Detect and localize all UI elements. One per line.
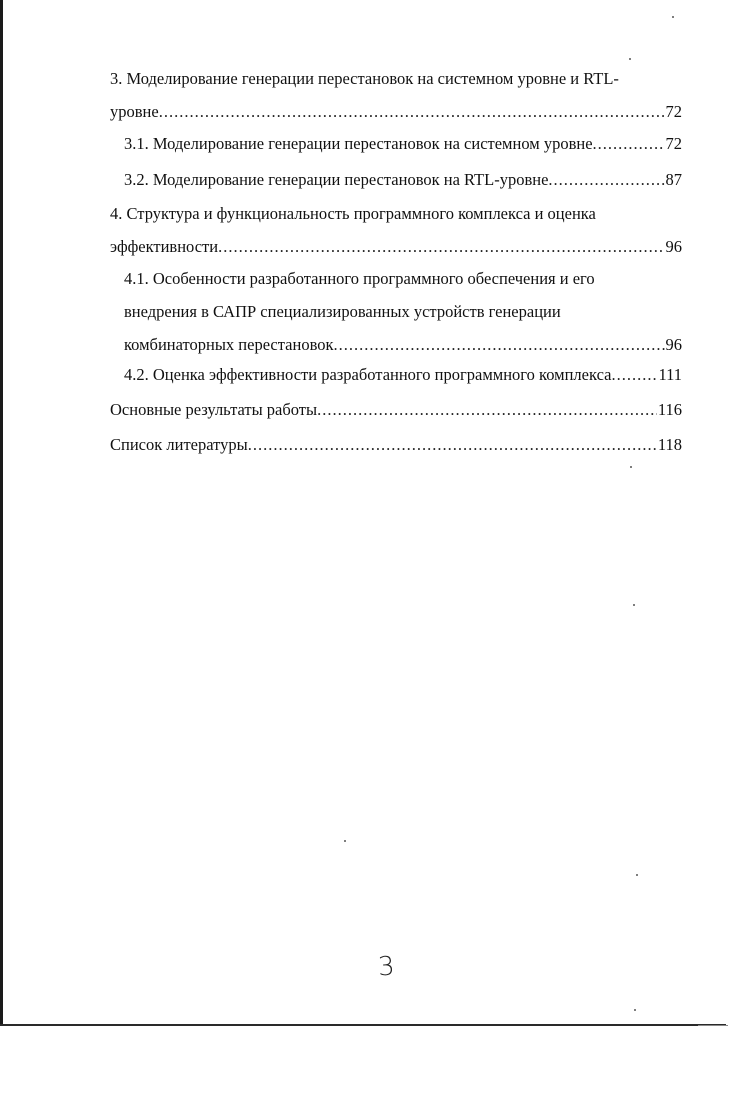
toc-page-number: 72 <box>665 102 682 121</box>
page-frame-bottom-edge <box>0 1024 726 1026</box>
toc-entry-title: 4. Структура и функциональность программного комплекса и оценка <box>110 204 596 223</box>
dot-leader <box>611 358 657 391</box>
toc-page-number: 72 <box>665 134 682 153</box>
toc-entry-title-continuation: уровне <box>110 102 159 121</box>
toc-entry-title: 4.1. Особенности разработанного программного обеспечения и его <box>124 269 595 288</box>
toc-page-number: 118 <box>657 435 682 454</box>
toc-entry-title: Список литературы <box>110 435 248 454</box>
toc-entry-title-continuation: комбинаторных перестановок <box>124 335 334 354</box>
dot-leader <box>248 428 657 461</box>
toc-page-number: 87 <box>665 170 682 189</box>
toc-page-number: 96 <box>665 237 682 256</box>
toc-entry-title: 4.2. Оценка эффективности разработанного программного комплекса <box>124 365 612 384</box>
page-frame-left-edge <box>0 0 3 1026</box>
scan-speck <box>636 874 638 876</box>
toc-entry-references[interactable] <box>110 428 682 461</box>
toc-entry-main-results[interactable] <box>110 393 682 426</box>
toc-entry-3[interactable] <box>110 62 682 128</box>
toc-entry-title-continuation: эффективности <box>110 237 219 256</box>
toc-entry-3-2[interactable] <box>124 163 682 196</box>
dot-leader <box>317 393 657 426</box>
dot-leader <box>548 163 664 196</box>
scan-speck <box>672 16 674 18</box>
toc-entry-4-1[interactable] <box>124 262 682 361</box>
toc-entry-title: Основные результаты работы <box>110 400 318 419</box>
toc-entry-leader-line <box>110 95 682 128</box>
toc-entry-4-2[interactable] <box>124 358 682 391</box>
toc-entry-leader-line <box>124 127 682 160</box>
toc-entry-leader-line <box>110 230 682 263</box>
dot-leader <box>334 328 665 361</box>
toc-page-number: 116 <box>657 400 682 419</box>
toc-entry-leader-line <box>124 358 682 391</box>
toc-entry-leader-line <box>110 428 682 461</box>
scan-speck <box>344 840 346 842</box>
toc-entry-title: 3. Моделирование генерации перестановок на системном уровне и RTL- <box>110 69 619 88</box>
scan-speck <box>629 58 631 60</box>
toc-page-number: 111 <box>658 365 682 384</box>
toc-entry-title: 3.1. Моделирование генерации перестановок на системном уровне <box>124 134 593 153</box>
scan-speck <box>630 466 632 468</box>
scan-speck <box>633 604 635 606</box>
toc-entry-4[interactable] <box>110 197 682 263</box>
dot-leader <box>218 230 664 263</box>
toc-entry-3-1[interactable] <box>124 127 682 160</box>
toc-page-number: 96 <box>665 335 682 354</box>
toc-entry-leader-line <box>124 328 682 361</box>
scan-speck <box>634 1009 636 1011</box>
toc-entry-title: 3.2. Моделирование генерации перестановок на RTL-уровне <box>124 170 549 189</box>
page-frame-bottom-edge-tail <box>698 1025 728 1026</box>
dot-leader <box>159 95 665 128</box>
toc-entry-leader-line <box>124 163 682 196</box>
dot-leader <box>593 127 665 160</box>
page-number: 3 <box>376 951 396 983</box>
toc-entry-leader-line <box>110 393 682 426</box>
toc-entry-title-continuation: внедрения в САПР специализированных устройств генерации <box>124 302 561 321</box>
